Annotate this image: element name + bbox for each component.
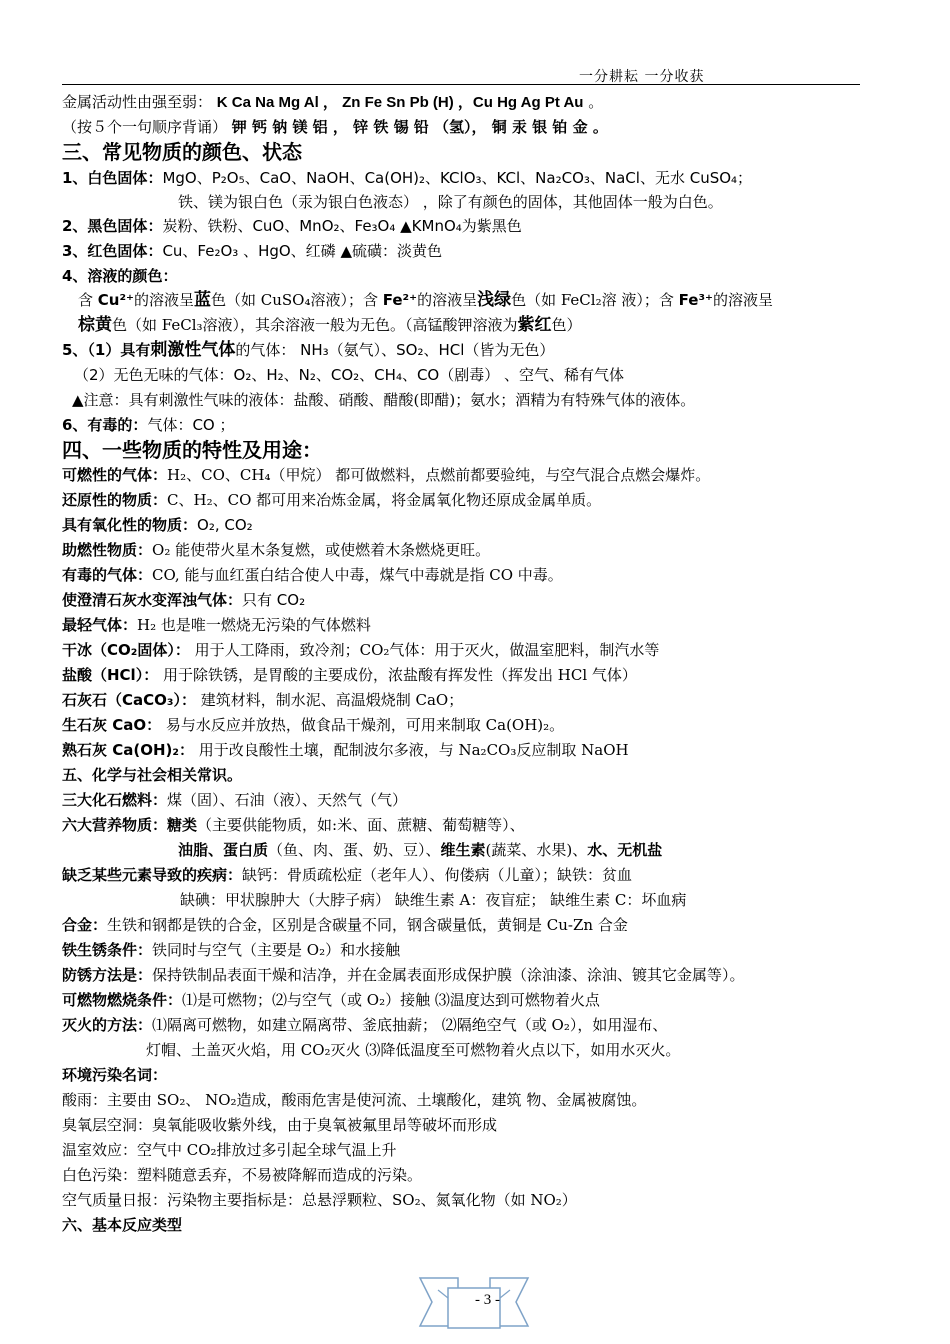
text: 色（如 FeCl₃溶液），其余溶液一般为无色。（高锰酸钾溶液为 <box>112 316 518 334</box>
section-6-title: 六、基本反应类型 <box>62 1216 183 1234</box>
text: 生铁和钢都是铁的合金，区别是含碳量不同，钢含碳量低，黄铜是 Cu-Zn 合金 <box>107 916 628 934</box>
metal-activity-end: 。 <box>588 93 604 111</box>
text: ⑴隔离可燃物，如建立隔离带、釜底抽薪； ⑵隔绝空气（或 O₂），如用湿布、 <box>152 1016 668 1034</box>
text: 建筑材料，制水泥、高温煅烧制 CaO； <box>195 691 464 709</box>
nutrients-line-1 <box>62 815 525 835</box>
rust-prevention <box>62 965 745 985</box>
page-number: - 3 - <box>475 1292 500 1308</box>
property-combustion-support <box>62 540 490 560</box>
text: 易与水反应并放热，做食品干燥剂，可用来制取 Ca(OH)₂。 <box>161 716 565 734</box>
property-limewater <box>62 590 305 610</box>
white-solids-list: MgO、P₂O₅、CaO、NaOH、Ca(OH)₂、KClO₃、KCl、Na₂CO₃、NaCl、无水 CuSO₄； <box>162 169 753 187</box>
pollution-title: 环境污染名词： <box>62 1066 168 1084</box>
toxic-line <box>62 415 235 435</box>
property-dry-ice <box>62 640 659 660</box>
solution-colors-line-2 <box>78 315 582 335</box>
gases-note: ▲注意：具有刺激性气味的液体：盐酸、硝酸、醋酸(即醋)；氨水；酒精为有特殊气体的液体。 <box>72 391 696 409</box>
irritating-gas-label: 刺激性气体 <box>150 340 236 360</box>
color-purple-red: 紫红 <box>517 315 552 335</box>
label: 缺乏某些元素导致的疾病： <box>62 866 243 884</box>
solution-colors-title: 4、溶液的颜色： <box>62 267 178 285</box>
pollution-acid-rain: 酸雨：主要由 SO₂、 NO₂造成，酸雨危害是使河流、土壤酸化，建筑 物、金属被腐蚀。 <box>62 1091 647 1109</box>
white-solids-line <box>62 168 752 188</box>
rust-condition <box>62 940 400 960</box>
metal-mnemonic-line <box>62 117 608 137</box>
label: 还原性的物质： <box>62 491 168 509</box>
extinguish-line-1 <box>62 1015 667 1035</box>
nutrient-sugar: 糖类 <box>167 816 198 834</box>
property-quicklime <box>62 715 564 735</box>
metal-activity-label: 金属活动性由强至弱： <box>62 93 213 111</box>
label: 使澄清石灰水变浑浊气体： <box>62 591 243 609</box>
label: 可燃物燃烧条件： <box>62 991 183 1009</box>
solution-colors-line-1 <box>78 290 773 310</box>
text: 色） <box>551 316 582 334</box>
text: H₂ 也是唯一燃烧无污染的气体燃料 <box>137 616 371 634</box>
label: 具有氧化性的物质： <box>62 516 198 534</box>
label: 灭火的方法： <box>62 1016 153 1034</box>
text: 煤（固）、石油（液）、天然气（气） <box>167 791 408 809</box>
text: 保持铁制品表面干燥和洁净，并在金属表面形成保护膜（涂油漆、涂油、镀其它金属等）。 <box>152 966 745 984</box>
black-solids-label: 2、黑色固体： <box>62 217 163 235</box>
label: 干冰（CO₂固体）： <box>62 641 190 659</box>
text: 用于人工降雨，致冷剂；CO₂气体：用于灭火，做温室肥料，制汽水等 <box>189 641 660 659</box>
pollution-greenhouse: 温室效应：空气中 CO₂排放过多引起全球气温上升 <box>62 1141 397 1159</box>
label: 三大化石燃料： <box>62 791 168 809</box>
combustion-conditions <box>62 990 600 1010</box>
section-4-title: 四、一些物质的特性及用途： <box>62 438 322 462</box>
label: 最轻气体： <box>62 616 138 634</box>
white-solids-label: 1、白色固体： <box>62 169 163 187</box>
ion-fe3: Fe³⁺ <box>678 291 713 309</box>
metal-mnemonic-text: 钾 钙 钠 镁 铝 ， 锌 铁 锡 铅 （氢）， 铜 汞 银 铂 金 。 <box>231 118 608 136</box>
nutrient-fat-protein: 油脂、蛋白质 <box>178 841 269 859</box>
pollution-ozone: 臭氧层空洞：臭氧能吸收紫外线，由于臭氧被氟里昂等破坏而形成 <box>62 1116 498 1134</box>
red-solids-line <box>62 241 442 261</box>
text: 的气体： NH₃（氨气）、SO₂、HCl（皆为无色） <box>235 341 555 359</box>
pollution-white: 白色污染：塑料随意丢弃，不易被降解而造成的污染。 <box>62 1166 423 1184</box>
text: 铁同时与空气（主要是 O₂）和水接触 <box>152 941 401 959</box>
property-oxidizing <box>62 515 253 535</box>
label: 熟石灰 Ca(OH)₂： <box>62 741 194 759</box>
text: CO, 能与血红蛋白结合使人中毒，煤气中毒就是指 CO 中毒。 <box>152 566 563 584</box>
alloy <box>62 915 628 935</box>
text: H₂、CO、CH₄（甲烷） 都可做燃料，点燃前都要验纯，与空气混合点燃会爆炸。 <box>167 466 711 484</box>
metal-mnemonic-label: （按５个一句顺序背诵） <box>62 118 228 136</box>
solution-colors-label <box>62 266 177 286</box>
label: 盐酸（HCl）： <box>62 666 159 684</box>
ion-fe2: Fe²⁺ <box>382 291 418 309</box>
text: 含 <box>78 291 98 309</box>
text: 色（如 FeCl₂溶 液）；含 <box>511 291 679 309</box>
label: 合金： <box>62 916 108 934</box>
property-limestone <box>62 690 463 710</box>
text: 只有 CO₂ <box>242 591 306 609</box>
color-blue: 蓝 <box>193 290 211 310</box>
property-lightest-gas <box>62 615 371 635</box>
text: 的溶液呈 <box>417 291 478 309</box>
toxic-gas: 气体：CO ； <box>147 416 235 434</box>
property-hydrochloric-acid <box>62 665 637 685</box>
white-solids-note: 铁、镁为银白色（汞为银白色液态） ，除了有颜色的固体，其他固体一般为白色。 <box>178 193 723 211</box>
header-motto: 一分耕耘 一分收获 <box>579 69 705 85</box>
gases-line-2: （2）无色无味的气体：O₂、H₂、N₂、CO₂、CH₄、CO（剧毒） 、空气、稀有气体 <box>74 366 625 384</box>
property-toxic-gas <box>62 565 563 585</box>
black-solids-list: 炭粉、铁粉、CuO、MnO₂、Fe₃O₄ ▲KMnO₄为紫黑色 <box>162 217 522 235</box>
text: （主要供能物质，如:米、面、蔗糖、葡萄糖等）、 <box>197 816 525 834</box>
text: 的溶液呈 <box>133 291 194 309</box>
text: ⑴是可燃物；⑵与空气（或 O₂）接触 ⑶温度达到可燃物着火点 <box>182 991 600 1009</box>
label: 六大营养物质： <box>62 816 168 834</box>
gases-line-1 <box>62 340 554 360</box>
text: 用于除铁锈，是胃酸的主要成份，浓盐酸有挥发性（挥发出 HCl 气体） <box>158 666 637 684</box>
metal-activity-series: K Ca Na Mg Al ， Zn Fe Sn Pb (H) ，Cu Hg Ag Pt Au <box>216 94 584 111</box>
nutrient-water-minerals: 水、无机盐 <box>587 841 663 859</box>
color-brown-yellow: 棕黄 <box>78 315 112 335</box>
text: O₂ 能使带火星木条复燃，或使燃着木条燃烧更旺。 <box>152 541 491 559</box>
pollution-air-quality: 空气质量日报：污染物主要指标是：总悬浮颗粒、SO₂、氮氧化物（如 NO₂） <box>62 1191 577 1209</box>
extinguish-line-2: 灯帽、土盖灭火焰，用 CO₂灭火 ⑶降低温度至可燃物着火点以下，如用水灭火。 <box>146 1041 681 1059</box>
label: 防锈方法是： <box>62 966 153 984</box>
metal-activity-line <box>62 92 603 113</box>
property-reducing <box>62 490 601 510</box>
text: （鱼、肉、蛋、奶、豆）、 <box>268 841 441 859</box>
property-combustible <box>62 465 710 485</box>
text: C、H₂、CO 都可用来冶炼金属，将金属氧化物还原成金属单质。 <box>167 491 602 509</box>
label: 生石灰 CaO： <box>62 716 162 734</box>
black-solids-line <box>62 216 522 236</box>
nutrients-line-2 <box>178 840 662 860</box>
section-5-title: 五、化学与社会相关常识。 <box>62 766 243 784</box>
red-solids-label: 3、红色固体： <box>62 242 163 260</box>
section-3-title: 三、常见物质的颜色、状态 <box>62 140 302 164</box>
text: 5、（1）具有 <box>62 341 151 359</box>
label: 助燃性物质： <box>62 541 153 559</box>
text: 用于改良酸性土壤，配制波尔多液，与 Na₂CO₃反应制取 NaOH <box>193 741 629 759</box>
page-ribbon-icon <box>418 1276 530 1334</box>
property-slaked-lime <box>62 740 629 760</box>
text: O₂, CO₂ <box>197 516 253 534</box>
deficiency-line-1 <box>62 865 632 885</box>
text: 色（如 CuSO₄溶液）；含 <box>210 291 383 309</box>
label: 铁生锈条件： <box>62 941 153 959</box>
red-solids-list: Cu、Fe₂O₃ 、HgO、红磷 ▲硫磺：淡黄色 <box>162 242 442 260</box>
label: 石灰石（CaCO₃）： <box>62 691 196 709</box>
label: 可燃性的气体： <box>62 466 168 484</box>
text: 的溶液呈 <box>712 291 773 309</box>
deficiency-line-2: 缺碘：甲状腺肿大（大脖子病） 缺维生素 A：夜盲症； 缺维生素 C：坏血病 <box>180 891 687 909</box>
label: 有毒的气体： <box>62 566 153 584</box>
text: (蔬菜、水果)、 <box>485 841 588 859</box>
fossil-fuels <box>62 790 407 810</box>
ion-cu: Cu²⁺ <box>97 291 134 309</box>
toxic-label: 6、有毒的： <box>62 416 148 434</box>
nutrient-vitamin: 维生素 <box>440 841 486 859</box>
color-light-green: 浅绿 <box>477 290 512 310</box>
text: 缺钙：骨质疏松症（老年人）、佝偻病（儿童）；缺铁：贫血 <box>242 866 633 884</box>
header-divider <box>62 84 860 85</box>
